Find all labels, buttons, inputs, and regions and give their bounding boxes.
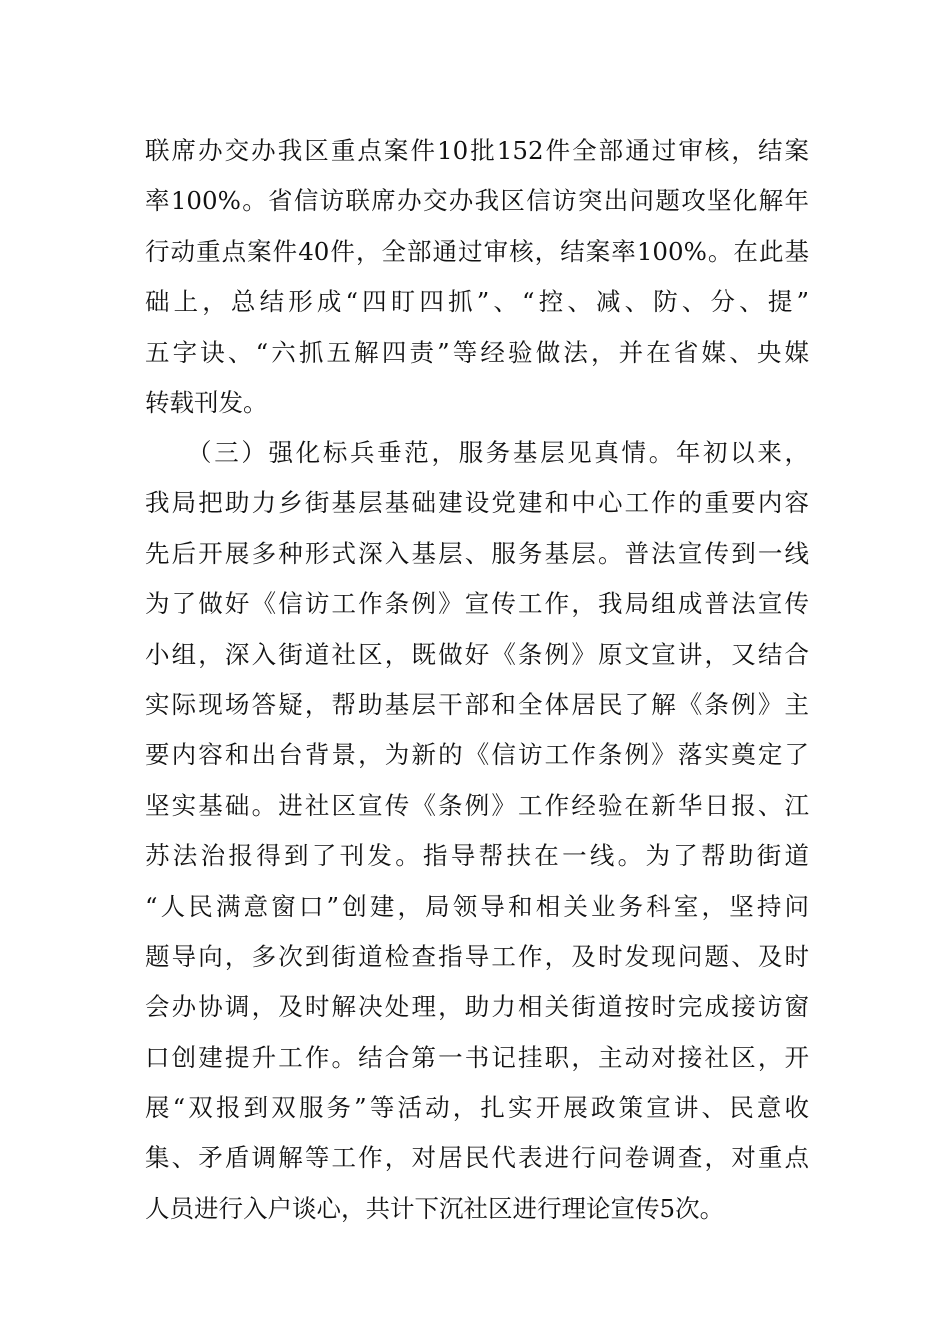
paragraph-line: 率100%。省信访联席办交办我区信访突出问题攻坚化解年 [145,186,809,216]
paragraph-grassroots-service [145,428,809,1234]
paragraph-line: 展“双报到双服务”等活动，扎实开展政策宣讲、民意收 [145,1093,809,1123]
paragraph-line: 五字诀、“六抓五解四责”等经验做法，并在省媒、央媒 [145,337,809,367]
paragraph-line: 要内容和出台背景，为新的《信访工作条例》落实奠定了 [145,740,809,770]
paragraph-line: 题导向，多次到街道检查指导工作，及时发现问题、及时 [145,941,809,971]
paragraph-line: 为了做好《信访工作条例》宣传工作，我局组成普法宣传 [145,589,809,619]
paragraph-line: 先后开展多种形式深入基层、服务基层。普法宣传到一线 [145,538,809,568]
paragraph-line: 础上，总结形成“四盯四抓”、“控、减、防、分、提” [145,287,809,317]
paragraph-line: “人民满意窗口”创建，局领导和相关业务科室，坚持问 [145,891,809,921]
paragraph-line: 实际现场答疑，帮助基层干部和全体居民了解《条例》主 [145,689,809,719]
paragraph-line: 坚实基础。进社区宣传《条例》工作经验在新华日报、江 [145,790,809,820]
paragraph-line: 我局把助力乡街基层基础建设党建和中心工作的重要内容 [145,488,809,518]
paragraph-line: 会办协调，及时解决处理，助力相关街道按时完成接访窗 [145,992,809,1022]
paragraph-line: 转载刊发。 [145,387,268,417]
paragraph-line: 集、矛盾调解等工作，对居民代表进行问卷调查，对重点 [145,1143,809,1173]
paragraph-line: 联席办交办我区重点案件10批152件全部通过审核，结案 [145,136,809,165]
paragraph-line: 口创建提升工作。结合第一书记挂职，主动对接社区，开 [145,1042,809,1072]
paragraph-case-results [145,126,809,428]
paragraph-line: 小组，深入街道社区，既做好《条例》原文宣讲，又结合 [145,639,809,669]
paragraph-line: 行动重点案件40件，全部通过审核，结案率100%。在此基 [145,236,809,266]
paragraph-line: （三）强化标兵垂范，服务基层见真情。年初以来， [145,438,809,467]
paragraph-line: 人员进行入户谈心，共计下沉社区进行理论宣传5次。 [145,1193,725,1223]
paragraph-line: 苏法治报得到了刊发。指导帮扶在一线。为了帮助街道 [145,841,809,871]
